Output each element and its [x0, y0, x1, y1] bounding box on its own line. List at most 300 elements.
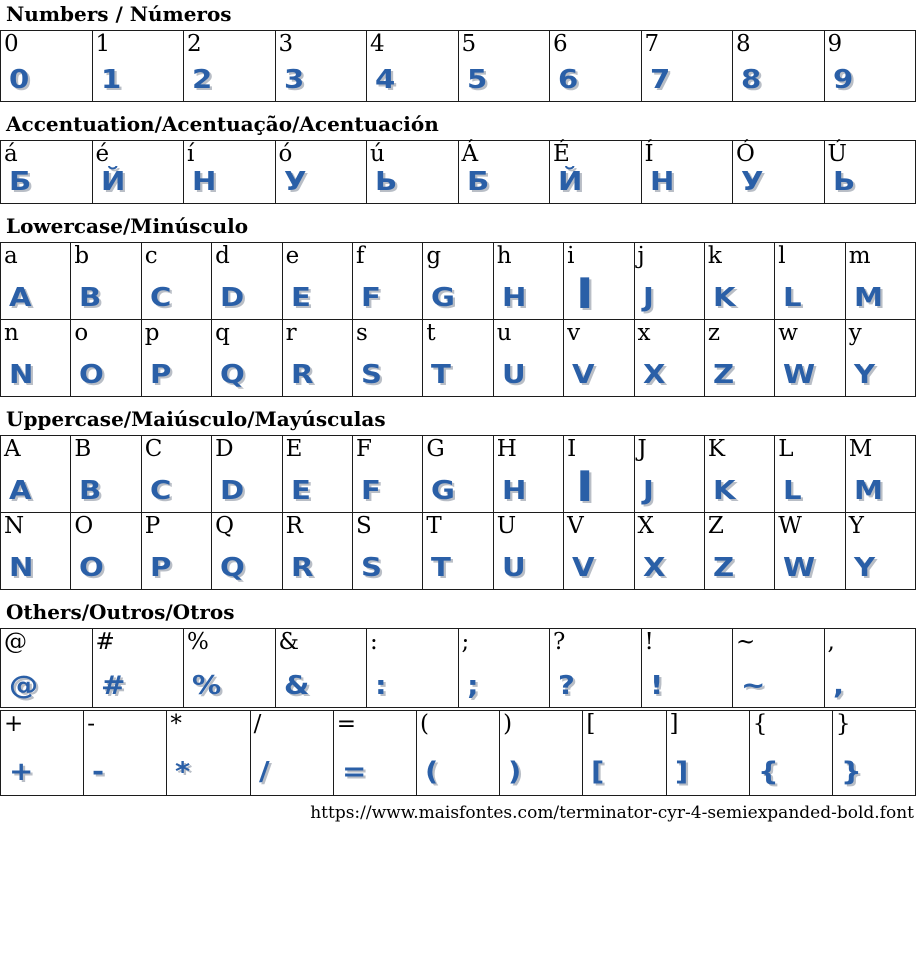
glyph-sample: X	[643, 555, 667, 581]
char-label: 0	[4, 31, 19, 57]
char-cell-á	[0, 140, 93, 204]
glyph-sample: Ь	[375, 169, 398, 195]
glyph-sample: P	[150, 362, 172, 388]
char-label: d	[215, 243, 230, 269]
char-cell-d	[212, 242, 282, 320]
char-label: m	[849, 243, 871, 269]
char-label: q	[215, 320, 230, 346]
section-numbers	[0, 3, 916, 102]
char-cell-;	[459, 628, 551, 708]
char-cell-*	[167, 710, 250, 796]
glyph-sample: I	[576, 466, 595, 508]
glyph-sample: B	[79, 285, 102, 311]
section-others	[0, 601, 916, 796]
char-label: @	[4, 629, 27, 655]
char-label: (	[420, 711, 429, 737]
char-cell-{	[750, 710, 833, 796]
char-label: p	[145, 320, 160, 346]
glyph-sample: X	[643, 362, 667, 388]
char-label: É	[553, 141, 570, 167]
glyph-sample: E	[291, 478, 312, 504]
char-label: 7	[645, 31, 660, 57]
glyph-sample: Н	[192, 169, 217, 195]
char-cell-Q	[212, 512, 282, 590]
glyph-sample: H	[502, 285, 527, 311]
char-cell-P	[142, 512, 212, 590]
char-cell-U	[494, 512, 564, 590]
char-cell-O	[71, 512, 141, 590]
char-label: O	[74, 513, 93, 539]
char-label: N	[4, 513, 24, 539]
char-label: P	[145, 513, 160, 539]
char-cell-x	[635, 319, 705, 397]
char-label: j	[638, 243, 645, 269]
glyph-sample: Q	[220, 555, 246, 581]
char-cell-Ó	[733, 140, 825, 204]
char-label: 6	[553, 31, 568, 57]
glyph-sample: D	[220, 478, 245, 504]
char-label: x	[638, 320, 651, 346]
section-title: Accentuation/Acentuação/Acentuación	[6, 113, 916, 135]
char-cell-ú	[367, 140, 459, 204]
char-label: E	[286, 436, 303, 462]
char-label: y	[849, 320, 862, 346]
char-label: b	[74, 243, 89, 269]
char-label: ~	[736, 629, 755, 655]
char-label: R	[286, 513, 303, 539]
glyph-sample: Z	[713, 362, 735, 388]
char-label: h	[497, 243, 512, 269]
char-cell-}	[833, 710, 916, 796]
char-label: u	[497, 320, 512, 346]
char-cell-/	[251, 710, 334, 796]
char-cell-e	[283, 242, 353, 320]
char-label: ]	[670, 711, 679, 737]
glyph-sample: 2	[192, 67, 213, 93]
char-label: n	[4, 320, 19, 346]
glyph-sample: S	[361, 555, 383, 581]
char-label: r	[286, 320, 297, 346]
char-label: e	[286, 243, 300, 269]
char-cell-3	[276, 30, 368, 102]
glyph-sample: W	[783, 555, 816, 581]
glyph-sample: J	[643, 285, 655, 311]
char-cell-4	[367, 30, 459, 102]
char-cell-v	[564, 319, 634, 397]
char-row	[0, 710, 916, 796]
glyph-sample: Q	[220, 362, 246, 388]
char-cell-é	[93, 140, 185, 204]
glyph-sample: W	[783, 362, 816, 388]
char-cell-N	[0, 512, 71, 590]
char-cell-J	[635, 435, 705, 513]
glyph-sample: Y	[854, 362, 876, 388]
section-title: Numbers / Números	[6, 3, 916, 25]
glyph-sample: 4	[375, 67, 396, 93]
char-cell-G	[423, 435, 493, 513]
char-label: z	[708, 320, 720, 346]
char-cell-=	[334, 710, 417, 796]
char-label: D	[215, 436, 233, 462]
char-label: 3	[279, 31, 294, 57]
char-label: k	[708, 243, 722, 269]
char-cell-@	[0, 628, 93, 708]
char-cell-(	[417, 710, 500, 796]
char-label: W	[778, 513, 802, 539]
glyph-sample: У	[284, 169, 308, 195]
char-label: Ú	[828, 141, 847, 167]
char-cell-6	[550, 30, 642, 102]
char-cell-r	[283, 319, 353, 397]
char-label: )	[503, 711, 512, 737]
glyph-sample: T	[431, 555, 452, 581]
glyph-sample: +	[9, 759, 35, 785]
char-cell-S	[353, 512, 423, 590]
glyph-sample: Н	[650, 169, 675, 195]
char-label: !	[645, 629, 654, 655]
glyph-sample: N	[9, 555, 34, 581]
char-cell-E	[283, 435, 353, 513]
char-cell-w	[775, 319, 845, 397]
glyph-sample: G	[431, 285, 456, 311]
char-cell-5	[459, 30, 551, 102]
char-label: Á	[462, 141, 479, 167]
glyph-sample: A	[9, 285, 33, 311]
char-row	[0, 242, 916, 320]
char-cell-y	[846, 319, 916, 397]
char-cell-V	[564, 512, 634, 590]
char-label: Z	[708, 513, 724, 539]
glyph-sample: Й	[558, 169, 583, 195]
char-label: á	[4, 141, 18, 167]
char-cell-7	[642, 30, 734, 102]
char-cell-z	[705, 319, 775, 397]
glyph-sample: 9	[833, 67, 854, 93]
glyph-sample: V	[572, 555, 596, 581]
char-label: T	[426, 513, 441, 539]
glyph-sample: ]	[675, 759, 689, 785]
char-label: +	[4, 711, 23, 737]
char-label: l	[778, 243, 785, 269]
char-cell-[	[583, 710, 666, 796]
glyph-sample: U	[502, 362, 527, 388]
char-row	[0, 140, 916, 204]
glyph-sample: &	[284, 673, 311, 699]
char-cell-ó	[276, 140, 368, 204]
char-label: ,	[828, 629, 835, 655]
char-row	[0, 512, 916, 590]
glyph-sample: D	[220, 285, 245, 311]
glyph-sample: H	[502, 478, 527, 504]
char-label: I	[567, 436, 576, 462]
char-label: %	[187, 629, 209, 655]
glyph-sample: Б	[9, 169, 32, 195]
char-cell-+	[0, 710, 84, 796]
char-row	[0, 435, 916, 513]
char-label: 8	[736, 31, 751, 57]
glyph-sample: -	[92, 759, 105, 785]
glyph-sample: K	[713, 478, 737, 504]
char-label: -	[87, 711, 95, 737]
char-cell-1	[93, 30, 185, 102]
char-label: Ó	[736, 141, 755, 167]
glyph-sample: L	[783, 285, 803, 311]
glyph-sample: 5	[467, 67, 488, 93]
char-label: L	[778, 436, 793, 462]
glyph-sample: L	[783, 478, 803, 504]
char-cell-R	[283, 512, 353, 590]
char-label: Í	[645, 141, 654, 167]
glyph-sample: 8	[741, 67, 762, 93]
glyph-sample: 6	[558, 67, 579, 93]
char-cell-L	[775, 435, 845, 513]
char-label: 9	[828, 31, 843, 57]
char-cell-8	[733, 30, 825, 102]
glyph-sample: #	[101, 673, 127, 699]
glyph-sample: ?	[558, 673, 576, 699]
char-cell-c	[142, 242, 212, 320]
font-specimen-page	[0, 3, 916, 823]
glyph-sample: O	[79, 555, 105, 581]
glyph-sample: 0	[9, 67, 30, 93]
char-row	[0, 30, 916, 102]
glyph-sample: C	[150, 478, 173, 504]
char-label: ?	[553, 629, 565, 655]
section-lowercase	[0, 215, 916, 397]
char-label: C	[145, 436, 163, 462]
char-cell-9	[825, 30, 916, 102]
glyph-sample: @	[9, 673, 39, 699]
section-title: Others/Outros/Otros	[6, 601, 916, 623]
char-cell-k	[705, 242, 775, 320]
char-label: 1	[96, 31, 111, 57]
char-cell-p	[142, 319, 212, 397]
char-cell-:	[367, 628, 459, 708]
char-label: A	[4, 436, 21, 462]
char-cell-K	[705, 435, 775, 513]
char-label: X	[638, 513, 654, 539]
glyph-sample: !	[650, 673, 664, 699]
char-label: H	[497, 436, 517, 462]
glyph-sample: :	[375, 673, 388, 699]
glyph-sample: C	[150, 285, 173, 311]
glyph-sample: Y	[854, 555, 876, 581]
char-label: V	[567, 513, 584, 539]
glyph-sample: ~	[741, 673, 767, 699]
glyph-sample: Й	[101, 169, 126, 195]
glyph-sample: =	[342, 759, 368, 785]
char-label: S	[356, 513, 372, 539]
footer-url: https://www.maisfontes.com/terminator-cyr-4-semiexpanded-bold.font	[0, 803, 914, 823]
char-cell-h	[494, 242, 564, 320]
char-cell-M	[846, 435, 916, 513]
char-label: ó	[279, 141, 293, 167]
char-cell-2	[184, 30, 276, 102]
char-cell-Y	[846, 512, 916, 590]
char-cell-l	[775, 242, 845, 320]
glyph-sample: U	[502, 555, 527, 581]
char-cell-É	[550, 140, 642, 204]
char-label: 2	[187, 31, 202, 57]
char-label: w	[778, 320, 798, 346]
char-label: g	[426, 243, 441, 269]
char-cell-Í	[642, 140, 734, 204]
section-uppercase	[0, 408, 916, 590]
glyph-sample: F	[361, 285, 382, 311]
char-label: t	[426, 320, 435, 346]
glyph-sample: T	[431, 362, 452, 388]
char-cell-C	[142, 435, 212, 513]
glyph-sample: ;	[467, 673, 480, 699]
char-cell--	[84, 710, 167, 796]
char-label: c	[145, 243, 158, 269]
char-label: }	[836, 711, 851, 737]
char-label: &	[279, 629, 299, 655]
char-label: ;	[462, 629, 470, 655]
char-cell-#	[93, 628, 185, 708]
char-cell-n	[0, 319, 71, 397]
char-cell-&	[276, 628, 368, 708]
char-cell-!	[642, 628, 734, 708]
char-cell-T	[423, 512, 493, 590]
glyph-sample: Б	[467, 169, 490, 195]
char-cell-m	[846, 242, 916, 320]
char-label: 4	[370, 31, 385, 57]
char-label: í	[187, 141, 194, 167]
char-cell-j	[635, 242, 705, 320]
glyph-sample: O	[79, 362, 105, 388]
section-title: Uppercase/Maiúsculo/Mayúsculas	[6, 408, 916, 430]
char-cell-D	[212, 435, 282, 513]
char-label: a	[4, 243, 18, 269]
char-label: i	[567, 243, 574, 269]
char-label: é	[96, 141, 110, 167]
section-accentuation	[0, 113, 916, 204]
glyph-sample: F	[361, 478, 382, 504]
char-cell-,	[825, 628, 916, 708]
char-cell-W	[775, 512, 845, 590]
char-label: Q	[215, 513, 234, 539]
glyph-sample: 7	[650, 67, 671, 93]
char-label: G	[426, 436, 444, 462]
char-label: F	[356, 436, 372, 462]
char-label: =	[337, 711, 356, 737]
glyph-sample: }	[841, 759, 863, 785]
char-cell-~	[733, 628, 825, 708]
glyph-sample: Z	[713, 555, 735, 581]
char-cell-X	[635, 512, 705, 590]
glyph-sample: 1	[101, 67, 122, 93]
glyph-sample: K	[713, 285, 737, 311]
glyph-sample: R	[291, 555, 315, 581]
glyph-sample: ,	[833, 673, 845, 699]
char-label: *	[170, 711, 182, 737]
glyph-sample: R	[291, 362, 315, 388]
char-label: 5	[462, 31, 477, 57]
char-label: v	[567, 320, 580, 346]
char-label: /	[254, 711, 262, 737]
char-label: ú	[370, 141, 385, 167]
char-cell-f	[353, 242, 423, 320]
char-cell-a	[0, 242, 71, 320]
glyph-sample: %	[192, 673, 222, 699]
glyph-sample: P	[150, 555, 172, 581]
char-cell-Z	[705, 512, 775, 590]
section-title: Lowercase/Minúsculo	[6, 215, 916, 237]
glyph-sample: G	[431, 478, 456, 504]
char-label: {	[753, 711, 768, 737]
char-cell-I	[564, 435, 634, 513]
char-label: :	[370, 629, 378, 655]
glyph-sample: /	[259, 759, 271, 785]
char-cell-í	[184, 140, 276, 204]
glyph-sample: A	[9, 478, 33, 504]
glyph-sample: Ь	[833, 169, 856, 195]
char-label: o	[74, 320, 88, 346]
glyph-sample: У	[741, 169, 765, 195]
char-label: U	[497, 513, 516, 539]
char-label: [	[586, 711, 595, 737]
char-cell-Ú	[825, 140, 916, 204]
glyph-sample: (	[425, 759, 439, 785]
glyph-sample: I	[576, 273, 595, 315]
glyph-sample: N	[9, 362, 34, 388]
glyph-sample: B	[79, 478, 102, 504]
glyph-sample: V	[572, 362, 596, 388]
char-cell-)	[500, 710, 583, 796]
char-cell-A	[0, 435, 71, 513]
char-label: f	[356, 243, 365, 269]
char-cell-t	[423, 319, 493, 397]
char-label: B	[74, 436, 91, 462]
char-label: #	[96, 629, 115, 655]
char-label: J	[638, 436, 647, 462]
char-cell-%	[184, 628, 276, 708]
char-cell-b	[71, 242, 141, 320]
char-cell-H	[494, 435, 564, 513]
glyph-sample: J	[643, 478, 655, 504]
glyph-sample: [	[591, 759, 605, 785]
glyph-sample: {	[758, 759, 780, 785]
glyph-sample: E	[291, 285, 312, 311]
char-cell-i	[564, 242, 634, 320]
char-label: K	[708, 436, 725, 462]
char-row	[0, 319, 916, 397]
char-cell-0	[0, 30, 93, 102]
char-cell-F	[353, 435, 423, 513]
char-cell-g	[423, 242, 493, 320]
sections	[0, 3, 916, 796]
glyph-sample: S	[361, 362, 383, 388]
glyph-sample: )	[508, 759, 522, 785]
char-label: Y	[849, 513, 864, 539]
char-cell-u	[494, 319, 564, 397]
char-label: M	[849, 436, 873, 462]
char-cell-?	[550, 628, 642, 708]
char-cell-s	[353, 319, 423, 397]
char-cell-Á	[459, 140, 551, 204]
char-cell-o	[71, 319, 141, 397]
glyph-sample: M	[854, 478, 884, 504]
glyph-sample: *	[175, 759, 191, 785]
glyph-sample: M	[854, 285, 884, 311]
char-cell-]	[667, 710, 750, 796]
char-cell-q	[212, 319, 282, 397]
char-cell-B	[71, 435, 141, 513]
glyph-sample: 3	[284, 67, 305, 93]
char-row	[0, 628, 916, 708]
char-label: s	[356, 320, 368, 346]
